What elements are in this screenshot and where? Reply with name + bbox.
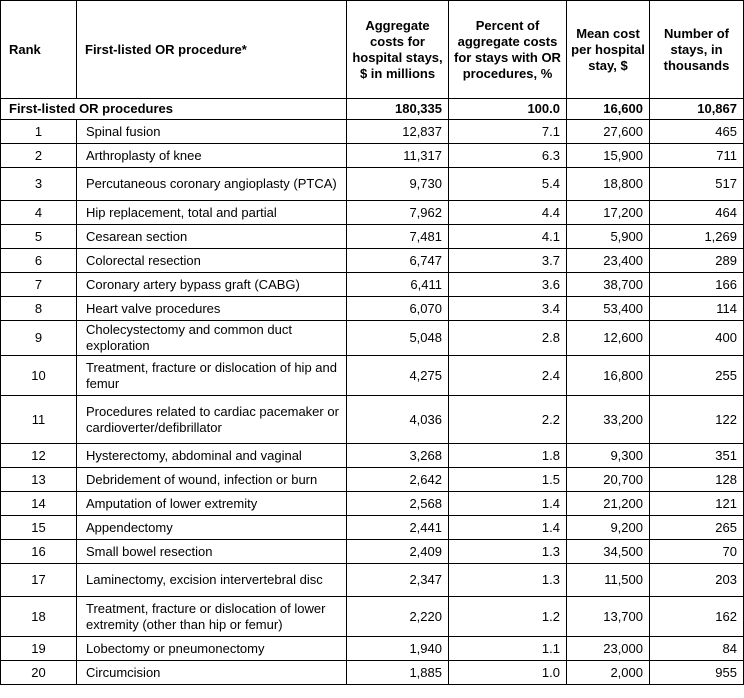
aggregate-cell: 6,747 bbox=[347, 249, 449, 273]
aggregate-cell: 2,568 bbox=[347, 492, 449, 516]
rank-cell: 9 bbox=[1, 321, 77, 356]
rank-cell: 16 bbox=[1, 540, 77, 564]
percent-cell: 1.1 bbox=[449, 637, 567, 661]
mean-cell: 12,600 bbox=[567, 321, 650, 356]
percent-cell: 4.1 bbox=[449, 225, 567, 249]
table-row bbox=[1, 273, 744, 297]
mean-cell: 27,600 bbox=[567, 120, 650, 144]
stays-cell: 464 bbox=[650, 201, 744, 225]
table-row bbox=[1, 168, 744, 201]
mean-cell: 2,000 bbox=[567, 661, 650, 685]
rank-cell: 2 bbox=[1, 144, 77, 168]
aggregate-cell: 2,642 bbox=[347, 468, 449, 492]
stays-cell: 289 bbox=[650, 249, 744, 273]
rank-cell: 1 bbox=[1, 120, 77, 144]
procedure-cell: Amputation of lower extremity bbox=[77, 492, 347, 516]
procedure-cell: Percutaneous coronary angioplasty (PTCA) bbox=[77, 168, 347, 201]
mean-cell: 11,500 bbox=[567, 564, 650, 597]
aggregate-cell: 9,730 bbox=[347, 168, 449, 201]
table-row bbox=[1, 356, 744, 396]
table-row bbox=[1, 444, 744, 468]
table-row bbox=[1, 201, 744, 225]
aggregate-cell: 3,268 bbox=[347, 444, 449, 468]
percent-cell: 1.0 bbox=[449, 661, 567, 685]
procedure-cell: Procedures related to cardiac pacemaker or cardioverter/defibrillator bbox=[77, 396, 347, 444]
percent-cell: 3.4 bbox=[449, 297, 567, 321]
procedure-cell: Cholecystectomy and common duct exploration bbox=[77, 321, 347, 356]
mean-cell: 9,300 bbox=[567, 444, 650, 468]
table-row bbox=[1, 564, 744, 597]
stays-cell: 128 bbox=[650, 468, 744, 492]
stays-cell: 351 bbox=[650, 444, 744, 468]
procedure-cell: Spinal fusion bbox=[77, 120, 347, 144]
percent-cell: 7.1 bbox=[449, 120, 567, 144]
table-row bbox=[1, 516, 744, 540]
percent-cell: 1.5 bbox=[449, 468, 567, 492]
summary-row bbox=[1, 99, 744, 120]
stays-cell: 1,269 bbox=[650, 225, 744, 249]
table-row bbox=[1, 249, 744, 273]
aggregate-cell: 12,837 bbox=[347, 120, 449, 144]
percent-cell: 1.4 bbox=[449, 516, 567, 540]
mean-cell: 33,200 bbox=[567, 396, 650, 444]
aggregate-cell: 6,070 bbox=[347, 297, 449, 321]
percent-cell: 4.4 bbox=[449, 201, 567, 225]
stays-cell: 162 bbox=[650, 597, 744, 637]
mean-cell: 17,200 bbox=[567, 201, 650, 225]
aggregate-cell: 2,441 bbox=[347, 516, 449, 540]
procedure-cell: Colorectal resection bbox=[77, 249, 347, 273]
table-row bbox=[1, 396, 744, 444]
mean-cell: 13,700 bbox=[567, 597, 650, 637]
rank-cell: 5 bbox=[1, 225, 77, 249]
header-percent-costs: Percent of aggregate costs for stays with OR procedures, % bbox=[449, 1, 567, 99]
aggregate-cell: 1,885 bbox=[347, 661, 449, 685]
mean-cell: 20,700 bbox=[567, 468, 650, 492]
header-number-of-stays: Number of stays, in thousands bbox=[650, 1, 744, 99]
summary-percent: 100.0 bbox=[449, 99, 567, 120]
mean-cell: 34,500 bbox=[567, 540, 650, 564]
mean-cell: 5,900 bbox=[567, 225, 650, 249]
procedure-cell: Laminectomy, excision intervertebral disc bbox=[77, 564, 347, 597]
aggregate-cell: 1,940 bbox=[347, 637, 449, 661]
percent-cell: 1.8 bbox=[449, 444, 567, 468]
table-row bbox=[1, 321, 744, 356]
mean-cell: 9,200 bbox=[567, 516, 650, 540]
procedure-cell: Arthroplasty of knee bbox=[77, 144, 347, 168]
percent-cell: 3.6 bbox=[449, 273, 567, 297]
procedure-cell: Hysterectomy, abdominal and vaginal bbox=[77, 444, 347, 468]
table-row bbox=[1, 120, 744, 144]
percent-cell: 6.3 bbox=[449, 144, 567, 168]
rank-cell: 15 bbox=[1, 516, 77, 540]
procedure-cell: Cesarean section bbox=[77, 225, 347, 249]
aggregate-cell: 5,048 bbox=[347, 321, 449, 356]
rank-cell: 3 bbox=[1, 168, 77, 201]
percent-cell: 3.7 bbox=[449, 249, 567, 273]
procedure-cell: Debridement of wound, infection or burn bbox=[77, 468, 347, 492]
procedure-cell: Heart valve procedures bbox=[77, 297, 347, 321]
table-row bbox=[1, 468, 744, 492]
mean-cell: 53,400 bbox=[567, 297, 650, 321]
stays-cell: 265 bbox=[650, 516, 744, 540]
summary-mean: 16,600 bbox=[567, 99, 650, 120]
table-row bbox=[1, 297, 744, 321]
percent-cell: 2.4 bbox=[449, 356, 567, 396]
table-row bbox=[1, 661, 744, 685]
rank-cell: 17 bbox=[1, 564, 77, 597]
header-row bbox=[1, 1, 744, 99]
procedure-cell: Small bowel resection bbox=[77, 540, 347, 564]
percent-cell: 2.2 bbox=[449, 396, 567, 444]
stays-cell: 70 bbox=[650, 540, 744, 564]
summary-stays: 10,867 bbox=[650, 99, 744, 120]
aggregate-cell: 2,409 bbox=[347, 540, 449, 564]
aggregate-cell: 7,962 bbox=[347, 201, 449, 225]
table-row bbox=[1, 144, 744, 168]
aggregate-cell: 2,347 bbox=[347, 564, 449, 597]
mean-cell: 18,800 bbox=[567, 168, 650, 201]
stays-cell: 400 bbox=[650, 321, 744, 356]
header-aggregate-costs: Aggregate costs for hospital stays, $ in millions bbox=[347, 1, 449, 99]
rank-cell: 6 bbox=[1, 249, 77, 273]
procedure-cell: Coronary artery bypass graft (CABG) bbox=[77, 273, 347, 297]
rank-cell: 8 bbox=[1, 297, 77, 321]
stays-cell: 166 bbox=[650, 273, 744, 297]
rank-cell: 18 bbox=[1, 597, 77, 637]
percent-cell: 2.8 bbox=[449, 321, 567, 356]
stays-cell: 84 bbox=[650, 637, 744, 661]
summary-aggregate: 180,335 bbox=[347, 99, 449, 120]
stays-cell: 711 bbox=[650, 144, 744, 168]
procedure-cell: Treatment, fracture or dislocation of hip and femur bbox=[77, 356, 347, 396]
percent-cell: 5.4 bbox=[449, 168, 567, 201]
mean-cell: 21,200 bbox=[567, 492, 650, 516]
mean-cell: 16,800 bbox=[567, 356, 650, 396]
aggregate-cell: 11,317 bbox=[347, 144, 449, 168]
procedure-cell: Circumcision bbox=[77, 661, 347, 685]
stays-cell: 203 bbox=[650, 564, 744, 597]
stays-cell: 465 bbox=[650, 120, 744, 144]
table-row bbox=[1, 637, 744, 661]
procedure-cell: Treatment, fracture or dislocation of lower extremity (other than hip or femur) bbox=[77, 597, 347, 637]
table-row bbox=[1, 225, 744, 249]
aggregate-cell: 4,275 bbox=[347, 356, 449, 396]
procedure-cell: Appendectomy bbox=[77, 516, 347, 540]
aggregate-cell: 7,481 bbox=[347, 225, 449, 249]
mean-cell: 38,700 bbox=[567, 273, 650, 297]
stays-cell: 517 bbox=[650, 168, 744, 201]
stays-cell: 121 bbox=[650, 492, 744, 516]
mean-cell: 23,000 bbox=[567, 637, 650, 661]
rank-cell: 4 bbox=[1, 201, 77, 225]
stays-cell: 122 bbox=[650, 396, 744, 444]
procedure-cell: Hip replacement, total and partial bbox=[77, 201, 347, 225]
table-row bbox=[1, 597, 744, 637]
percent-cell: 1.4 bbox=[449, 492, 567, 516]
rank-cell: 11 bbox=[1, 396, 77, 444]
aggregate-cell: 6,411 bbox=[347, 273, 449, 297]
stays-cell: 955 bbox=[650, 661, 744, 685]
table-row bbox=[1, 540, 744, 564]
rank-cell: 12 bbox=[1, 444, 77, 468]
rank-cell: 7 bbox=[1, 273, 77, 297]
header-rank: Rank bbox=[1, 1, 77, 99]
rank-cell: 14 bbox=[1, 492, 77, 516]
mean-cell: 15,900 bbox=[567, 144, 650, 168]
rank-cell: 13 bbox=[1, 468, 77, 492]
percent-cell: 1.2 bbox=[449, 597, 567, 637]
rank-cell: 19 bbox=[1, 637, 77, 661]
procedure-cell: Lobectomy or pneumonectomy bbox=[77, 637, 347, 661]
percent-cell: 1.3 bbox=[449, 564, 567, 597]
percent-cell: 1.3 bbox=[449, 540, 567, 564]
header-mean-cost: Mean cost per hospital stay, $ bbox=[567, 1, 650, 99]
summary-label: First-listed OR procedures bbox=[1, 99, 347, 120]
stays-cell: 255 bbox=[650, 356, 744, 396]
rank-cell: 10 bbox=[1, 356, 77, 396]
aggregate-cell: 2,220 bbox=[347, 597, 449, 637]
stays-cell: 114 bbox=[650, 297, 744, 321]
header-procedure: First-listed OR procedure* bbox=[77, 1, 347, 99]
aggregate-cell: 4,036 bbox=[347, 396, 449, 444]
mean-cell: 23,400 bbox=[567, 249, 650, 273]
table-row bbox=[1, 492, 744, 516]
rank-cell: 20 bbox=[1, 661, 77, 685]
